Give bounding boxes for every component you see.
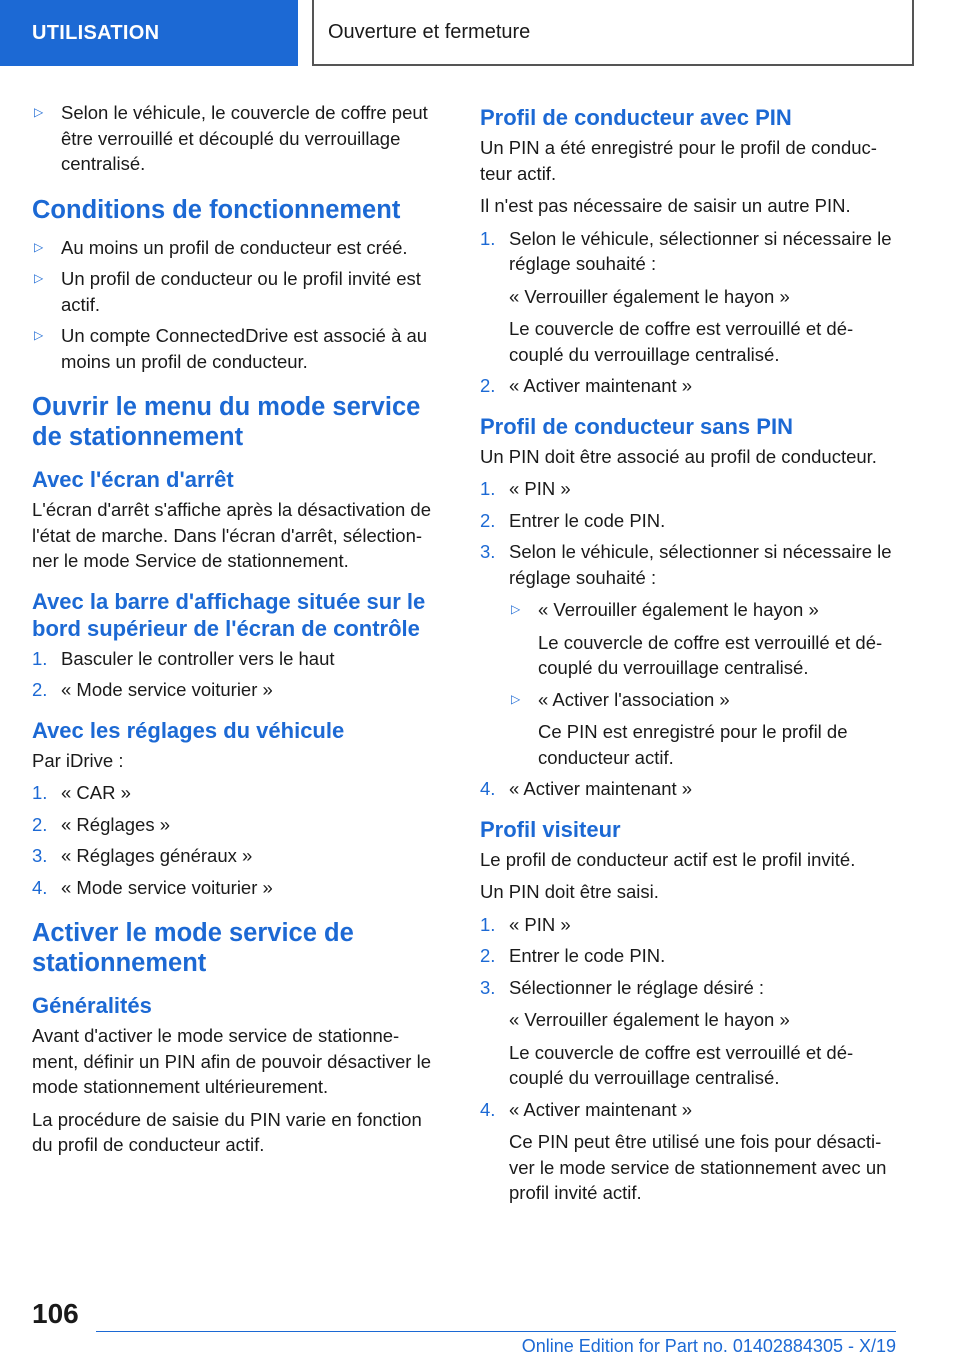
step-item xyxy=(480,539,900,770)
step-item xyxy=(480,943,900,969)
heading-open-menu: Ouvrir le menu du mode service de stationnement xyxy=(32,393,421,451)
conditions-list xyxy=(32,235,444,375)
sub-item-detail: Ce PIN est enregistré pour le profil de conducteur actif. xyxy=(538,721,848,768)
edition-footer: Online Edition for Part no. 01402884305 - X/19 xyxy=(521,1336,896,1356)
step-number: 1. xyxy=(480,478,496,499)
step-item xyxy=(480,508,900,534)
step-item xyxy=(480,476,900,502)
step-text: « PIN » xyxy=(509,913,571,935)
sub-item xyxy=(509,687,900,771)
step-number: 2. xyxy=(32,679,48,700)
list-item: ▷ Selon le véhicule, le couvercle de coffre peut être verrouillé et découplé du verrouillage centralisé. xyxy=(32,100,444,177)
step-text: « CAR » xyxy=(61,782,131,803)
step-text: Sélectionner le réglage désiré : xyxy=(509,976,765,998)
step-text: « Mode service voiturier » xyxy=(61,876,273,898)
step-number: 4. xyxy=(480,778,496,799)
paragraph: Par iDrive : xyxy=(32,749,124,771)
step-text: « Mode service voiturier » xyxy=(61,679,273,700)
heading-with-pin: Profil de conducteur avec PIN xyxy=(480,105,792,130)
step-text: Selon le véhicule, sélectionner si nécessaire le réglage souhaité : xyxy=(509,227,892,274)
step-item xyxy=(32,646,444,672)
vehicle-settings-steps xyxy=(32,780,444,900)
step-text: Entrer le code PIN. xyxy=(509,509,666,531)
step-item xyxy=(480,912,900,938)
step-number: 2. xyxy=(480,509,496,531)
step-text: « Activer maintenant » xyxy=(509,778,693,799)
step-detail: « Verrouiller également le hayon » xyxy=(509,1009,790,1030)
step-text: « Activer maintenant » xyxy=(509,1098,693,1120)
list-item: ▷ Un compte ConnectedDrive est associé à au moins un profil de conducteur. xyxy=(32,323,444,374)
step-item xyxy=(480,373,900,399)
paragraph: Un PIN a été enregistré pour le profil de conduc-teur actif. xyxy=(480,137,877,184)
step-number: 4. xyxy=(480,1098,496,1120)
heading-display-bar: Avec la barre d'affichage située sur le bord supérieur de l'écran de contrôle xyxy=(32,588,426,641)
paragraph: La procédure de saisie du PIN varie en fonction du profil de conducteur actif. xyxy=(32,1108,422,1155)
left-column xyxy=(32,100,444,1165)
step-text: « PIN » xyxy=(509,478,571,499)
footer-divider xyxy=(96,1331,896,1332)
intro-list xyxy=(32,100,444,177)
heading-stop-screen: Avec l'écran d'arrêt xyxy=(32,467,234,492)
section-tab xyxy=(0,0,298,66)
step-number: 3. xyxy=(480,541,496,562)
heading-activate: Activer le mode service de stationnement xyxy=(32,919,354,977)
heading-vehicle-settings: Avec les réglages du véhicule xyxy=(32,717,345,743)
visitor-steps xyxy=(480,912,900,1206)
sub-item-detail: Le couvercle de coffre est verrouillé et dé-couplé du verrouillage centralisé. xyxy=(538,631,883,678)
step-detail: Le couvercle de coffre est verrouillé et dé-couplé du verrouillage centralisé. xyxy=(509,1041,854,1088)
step-number: 2. xyxy=(480,375,496,396)
step-item xyxy=(480,975,900,1091)
heading-visitor: Profil visiteur xyxy=(480,816,621,842)
step-detail: « Verrouiller également le hayon » xyxy=(509,285,790,307)
step-text: Entrer le code PIN. xyxy=(509,945,666,966)
right-column xyxy=(480,100,900,1212)
step-number: 1. xyxy=(480,913,496,935)
heading-without-pin: Profil de conducteur sans PIN xyxy=(480,413,793,439)
step-number: 4. xyxy=(32,876,48,898)
paragraph: Un PIN doit être saisi. xyxy=(480,881,659,902)
step-item xyxy=(480,226,900,368)
step-text: « Réglages » xyxy=(61,813,171,835)
sub-item xyxy=(509,597,900,681)
paragraph: Avant d'activer le mode service de stationne-ment, définir un PIN afin de pouvoir désactiver le mode stationnement ultérieurement. xyxy=(32,1025,431,1097)
step-text: « Activer maintenant » xyxy=(509,375,693,396)
step-item xyxy=(32,843,444,869)
step-detail: Ce PIN peut être utilisé une fois pour désacti-ver le mode service de stationnement avec un profil invité actif. xyxy=(509,1131,887,1203)
heading-conditions: Conditions de fonctionnement xyxy=(32,195,401,224)
section-title: UTILISATION xyxy=(32,21,160,44)
step-item xyxy=(480,776,900,802)
step-number: 3. xyxy=(480,976,496,998)
step-number: 1. xyxy=(480,227,496,249)
paragraph: L'écran d'arrêt s'affiche après la désactivation de l'état de marche. Dans l'écran d'arrêt, sélection-ner le mode Service de stationnement. xyxy=(32,499,431,571)
step-text: Basculer le controller vers le haut xyxy=(61,647,335,669)
step-item xyxy=(32,812,444,838)
chapter-header xyxy=(312,0,914,66)
heading-general: Généralités xyxy=(32,993,152,1018)
step-item xyxy=(32,780,444,806)
chapter-title: Ouverture et fermeture xyxy=(328,20,531,43)
list-item: ▷ Un profil de conducteur ou le profil invité est actif. xyxy=(32,266,444,317)
without-pin-steps xyxy=(480,476,900,802)
paragraph: Le profil de conducteur actif est le profil invité. xyxy=(480,848,856,870)
paragraph: Un PIN doit être associé au profil de conducteur. xyxy=(480,445,877,467)
display-bar-steps xyxy=(32,646,444,703)
page-number: 106 xyxy=(32,1298,79,1329)
list-item: ▷ Au moins un profil de conducteur est créé. xyxy=(32,235,444,261)
with-pin-steps xyxy=(480,226,900,399)
step-item xyxy=(32,677,444,703)
step-number: 2. xyxy=(32,813,48,835)
step-text: « Réglages généraux » xyxy=(61,845,253,866)
sub-list xyxy=(509,597,900,770)
step-number: 1. xyxy=(32,782,48,803)
step-item xyxy=(32,875,444,901)
paragraph: Il n'est pas nécessaire de saisir un autre PIN. xyxy=(480,195,851,216)
sub-item-label: « Activer l'association » xyxy=(538,688,730,710)
step-item xyxy=(480,1097,900,1206)
step-text: Selon le véhicule, sélectionner si nécessaire le réglage souhaité : xyxy=(509,541,892,588)
step-number: 1. xyxy=(32,647,48,669)
sub-item-label: « Verrouiller également le hayon » xyxy=(538,599,819,620)
step-detail: Le couvercle de coffre est verrouillé et dé-couplé du verrouillage centralisé. xyxy=(509,318,854,365)
step-number: 3. xyxy=(32,845,48,866)
step-number: 2. xyxy=(480,945,496,966)
